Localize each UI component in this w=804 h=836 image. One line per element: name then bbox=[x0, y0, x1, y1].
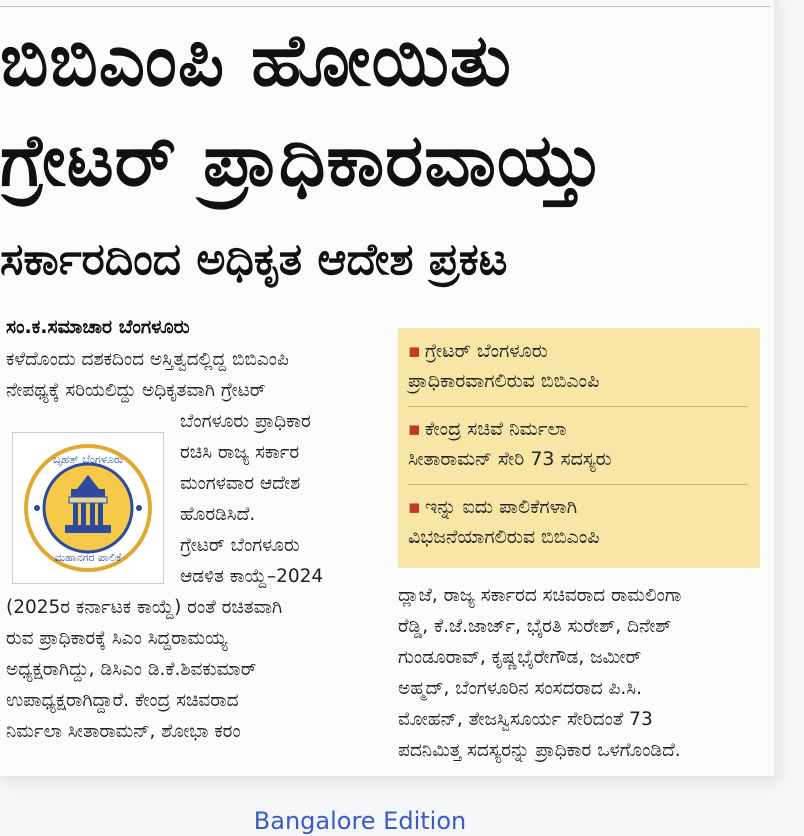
subheadline: ಸರ್ಕಾರದಿಂದ ಅಧಿಕೃತ ಆದೇಶ ಪ್ರಕಟ bbox=[0, 234, 508, 285]
highlight-item bbox=[408, 414, 750, 474]
bullet-icon: ▪ bbox=[408, 496, 421, 518]
seal-text-top: ಬೃಹತ್ ಬೆಂಗಳೂರು bbox=[52, 453, 124, 466]
article-line: ರಚಿಸಿ ರಾಜ್ಯ ಸರ್ಕಾರ bbox=[180, 442, 300, 463]
article-line: ಪದನಿಮಿತ್ತ ಸದಸ್ಯರನ್ನು ಪ್ರಾಧಿಕಾರ ಒಳಗೊಂಡಿದೆ. bbox=[398, 740, 681, 761]
page-edge bbox=[774, 0, 778, 776]
headline-line-1: ಬಿಬಿಎಂಪಿ ಹೋಯಿತು bbox=[0, 18, 512, 102]
article-line: ಗುಂಡೂರಾವ್, ಕೃಷ್ಣಭೈರೇಗೌಡ, ಜಮೀರ್ bbox=[398, 647, 642, 668]
article-line: ಬೆಂಗಳೂರು ಪ್ರಾಧಿಕಾರ bbox=[180, 411, 311, 432]
article-line: ಅಧ್ಯಕ್ಷರಾಗಿದ್ದು, ಡಿಸಿಎಂ ಡಿ.ಕೆ.ಶಿವಕುಮಾರ್ bbox=[6, 659, 257, 680]
right-column bbox=[398, 580, 770, 766]
top-rule bbox=[0, 6, 770, 7]
article-line: ಮಂಗಳವಾರ ಆದೇಶ bbox=[180, 473, 301, 494]
article-line: ದ್ಲಾಜೆ, ರಾಜ್ಯ ಸರ್ಕಾರದ ಸಚಿವರಾದ ರಾಮಲಿಂಗಾ bbox=[398, 585, 682, 606]
article-line: ಆಡಳಿತ ಕಾಯ್ದೆ–2024 bbox=[180, 566, 324, 587]
highlight-line: ಕೇಂದ್ರ ಸಚಿವೆ ನಿರ್ಮಲಾ bbox=[424, 418, 567, 440]
article-line: ಹೊರಡಿಸಿದೆ. bbox=[180, 504, 256, 525]
highlight-line: ಸೀತಾರಾಮನ್ ಸೇರಿ 73 ಸದಸ್ಯರು bbox=[408, 448, 612, 470]
edition-link[interactable]: Bangalore Edition bbox=[253, 807, 467, 835]
article-line: ನಿರ್ಮಲಾ ಸೀತಾರಾಮನ್, ಶೋಭಾ ಕರಂ bbox=[6, 721, 241, 742]
article-line: ನೇಪಥ್ಯಕ್ಕೆ ಸರಿಯಲಿದ್ದು ಅಧಿಕೃತವಾಗಿ ಗ್ರೇಟರ್ bbox=[6, 380, 266, 401]
article-line: ಉಪಾಧ್ಯಕ್ಷರಾಗಿದ್ದಾರೆ. ಕೇಂದ್ರ ಸಚಿವರಾದ bbox=[6, 690, 239, 711]
article-line: ಅಹ್ಮದ್, ಬೆಂಗಳೂರಿನ ಸಂಸದರಾದ ಪಿ.ಸಿ. bbox=[398, 678, 642, 699]
bbmp-seal-icon bbox=[13, 433, 163, 583]
highlight-line: ಪ್ರಾಧಿಕಾರವಾಗಲಿರುವ ಬಿಬಿಎಂಪಿ bbox=[408, 370, 600, 392]
bullet-icon: ▪ bbox=[408, 418, 421, 440]
article-line: ಮೋಹನ್, ತೇಜಸ್ವಿಸೂರ್ಯ ಸೇರಿದಂತೆ 73 bbox=[398, 709, 653, 730]
highlight-item bbox=[408, 336, 750, 396]
bbmp-logo-frame bbox=[12, 432, 164, 584]
highlight-divider bbox=[408, 484, 748, 485]
highlight-line: ಗ್ರೇಟರ್ ಬೆಂಗಳೂರು bbox=[424, 340, 548, 362]
highlights-box bbox=[398, 328, 760, 568]
bullet-icon: ▪ bbox=[408, 340, 421, 362]
article-line: ಕಳೆದೊಂದು ದಶಕದಿಂದ ಅಸ್ತಿತ್ವದಲ್ಲಿದ್ದ ಬಿಬಿಎಂಪಿ bbox=[6, 349, 289, 370]
article-line: ಗ್ರೇಟರ್ ಬೆಂಗಳೂರು bbox=[180, 535, 300, 556]
seal-text-bottom: ಮಹಾನಗರ ಪಾಲಿಕೆ bbox=[54, 551, 122, 564]
highlight-line: ಇನ್ನು ಐದು ಪಾಲಿಕೆಗಳಾಗಿ bbox=[424, 496, 578, 518]
headline-line-2: ಗ್ರೇಟರ್ ಪ್ರಾಧಿಕಾರವಾಯ್ತು bbox=[0, 118, 605, 202]
byline: ಸಂ.ಕ.ಸಮಾಚಾರ ಬೆಂಗಳೂರು bbox=[6, 316, 190, 338]
article-line: ರುವ ಪ್ರಾಧಿಕಾರಕ್ಕೆ ಸಿಎಂ ಸಿದ್ದರಾಮಯ್ಯ bbox=[6, 628, 228, 649]
highlight-item bbox=[408, 492, 750, 552]
article-line: ರೆಡ್ಡಿ, ಕೆ.ಜೆ.ಜಾರ್ಜ್, ಭೈರತಿ ಸುರೇಶ್, ದಿನೇಶ್ bbox=[398, 616, 672, 637]
highlight-divider bbox=[408, 406, 748, 407]
highlight-line: ವಿಭಜನೆಯಾಗಲಿರುವ ಬಿಬಿಎಂಪಿ bbox=[408, 526, 600, 548]
article-line: (2025ರ ಕರ್ನಾಟಕ ಕಾಯ್ದೆ) ರಂತೆ ರಚಿತವಾಗಿ bbox=[6, 597, 283, 618]
